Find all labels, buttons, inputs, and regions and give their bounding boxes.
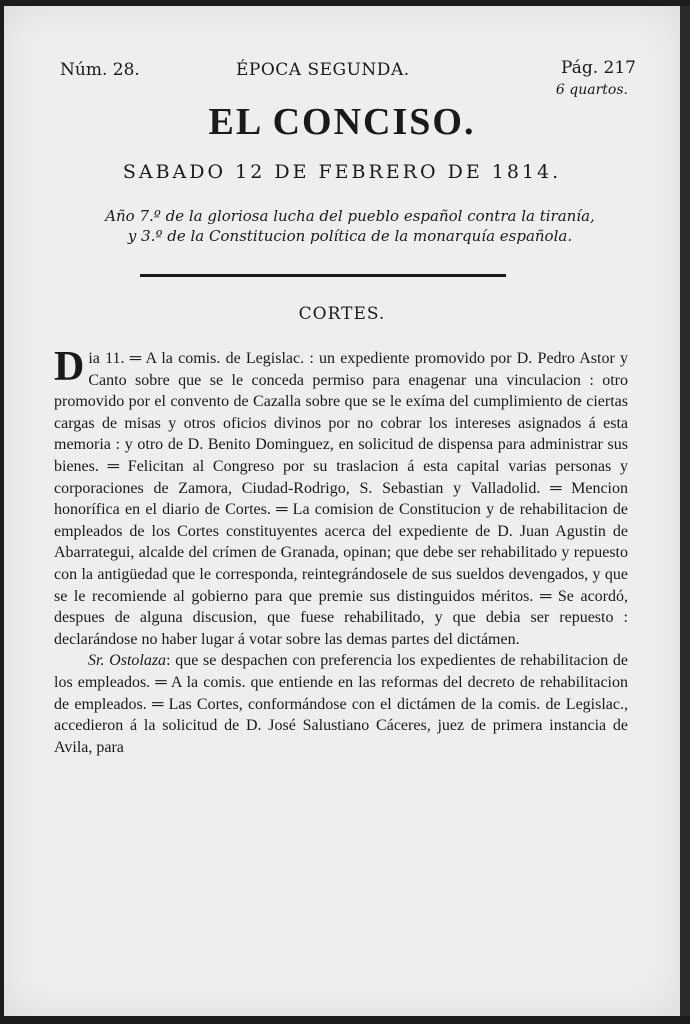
motto-line-1: Año 7.º de la gloriosa lucha del pueblo español contra la tiranía, bbox=[105, 207, 595, 225]
drop-cap: D bbox=[54, 344, 85, 390]
newspaper-title: EL CONCISO. bbox=[208, 101, 476, 143]
epoch-label: ÉPOCA SEGUNDA. bbox=[236, 60, 410, 80]
page-header bbox=[56, 58, 636, 82]
page-number: Pág. 217 bbox=[561, 58, 636, 78]
issue-number: Núm. 28. bbox=[60, 60, 140, 80]
issue-date: SABADO 12 DE FEBRERO DE 1814. bbox=[122, 161, 562, 183]
motto bbox=[60, 206, 640, 246]
page-edge-shadow bbox=[680, 6, 690, 1016]
divider-rule bbox=[140, 274, 506, 277]
speaker-name: Sr. Ostolaza bbox=[88, 652, 167, 670]
paragraph-1-text: ia 11. ═ A la comis. de Legislac. : un expediente promovido por D. Pedro Astor y Canto sobre que se le conceda permiso para enagenar una vinculacion : otro promovido por el convento de Cazalla sobre que se le exíma del cumplimiento de ciertas cargas de misas y otros oficios divinos por no cobrar los intereses asignados á esta memoria : y otro de D. Benito Dominguez, en solicitud de dispensa para administrar sus bienes. ═ Felicitan al Congreso por su traslacion á esta capital varias personas y corporaciones de Zamora, Ciudad-Rodrigo, S. Sebastian y Valladolid. ═ Mencion honorífica en el diario de Cortes. ═ La comision de Constitucion y de rehabilitacion de empleados de los Cortes constituyentes acerca del expediente de D. Juan Agustin de Abarrategui, alcalde del crímen de Granada, opinan; que debe ser rehabilitado y repuesto con la antigüedad que le corresponda, reintegrándosele de sus sueldos devengados, y que se le recomiende al gobierno para que premie sus distinguidos méritos. ═ Se acordó, despues de alguna discusion, que fuese rehabilitado, y que debia ser repuesto : declarándose no haber lugar á votar sobre las demas partes del dictámen. bbox=[54, 350, 628, 648]
paragraph-2-text: : que se despachen con preferencia los expedientes de rehabilitacion de los empleados. ═ A la comis. que entiende en las reformas del decreto de rehabilitacion de empleados. ═ Las Cortes, conformándose con el dictámen de la comis. de Legislac., accedieron á la solicitud de D. José Salustiano Cáceres, juez de primera instancia de Avila, para bbox=[54, 652, 628, 756]
motto-line-2: y 3.º de la Constitucion política de la monarquía española. bbox=[127, 227, 573, 245]
newspaper-page bbox=[4, 6, 680, 1016]
paragraph-1 bbox=[54, 344, 628, 650]
section-title: CORTES. bbox=[298, 304, 386, 324]
paragraph-2 bbox=[54, 650, 628, 758]
article-body bbox=[54, 344, 628, 758]
price-label: 6 quartos. bbox=[555, 82, 628, 98]
